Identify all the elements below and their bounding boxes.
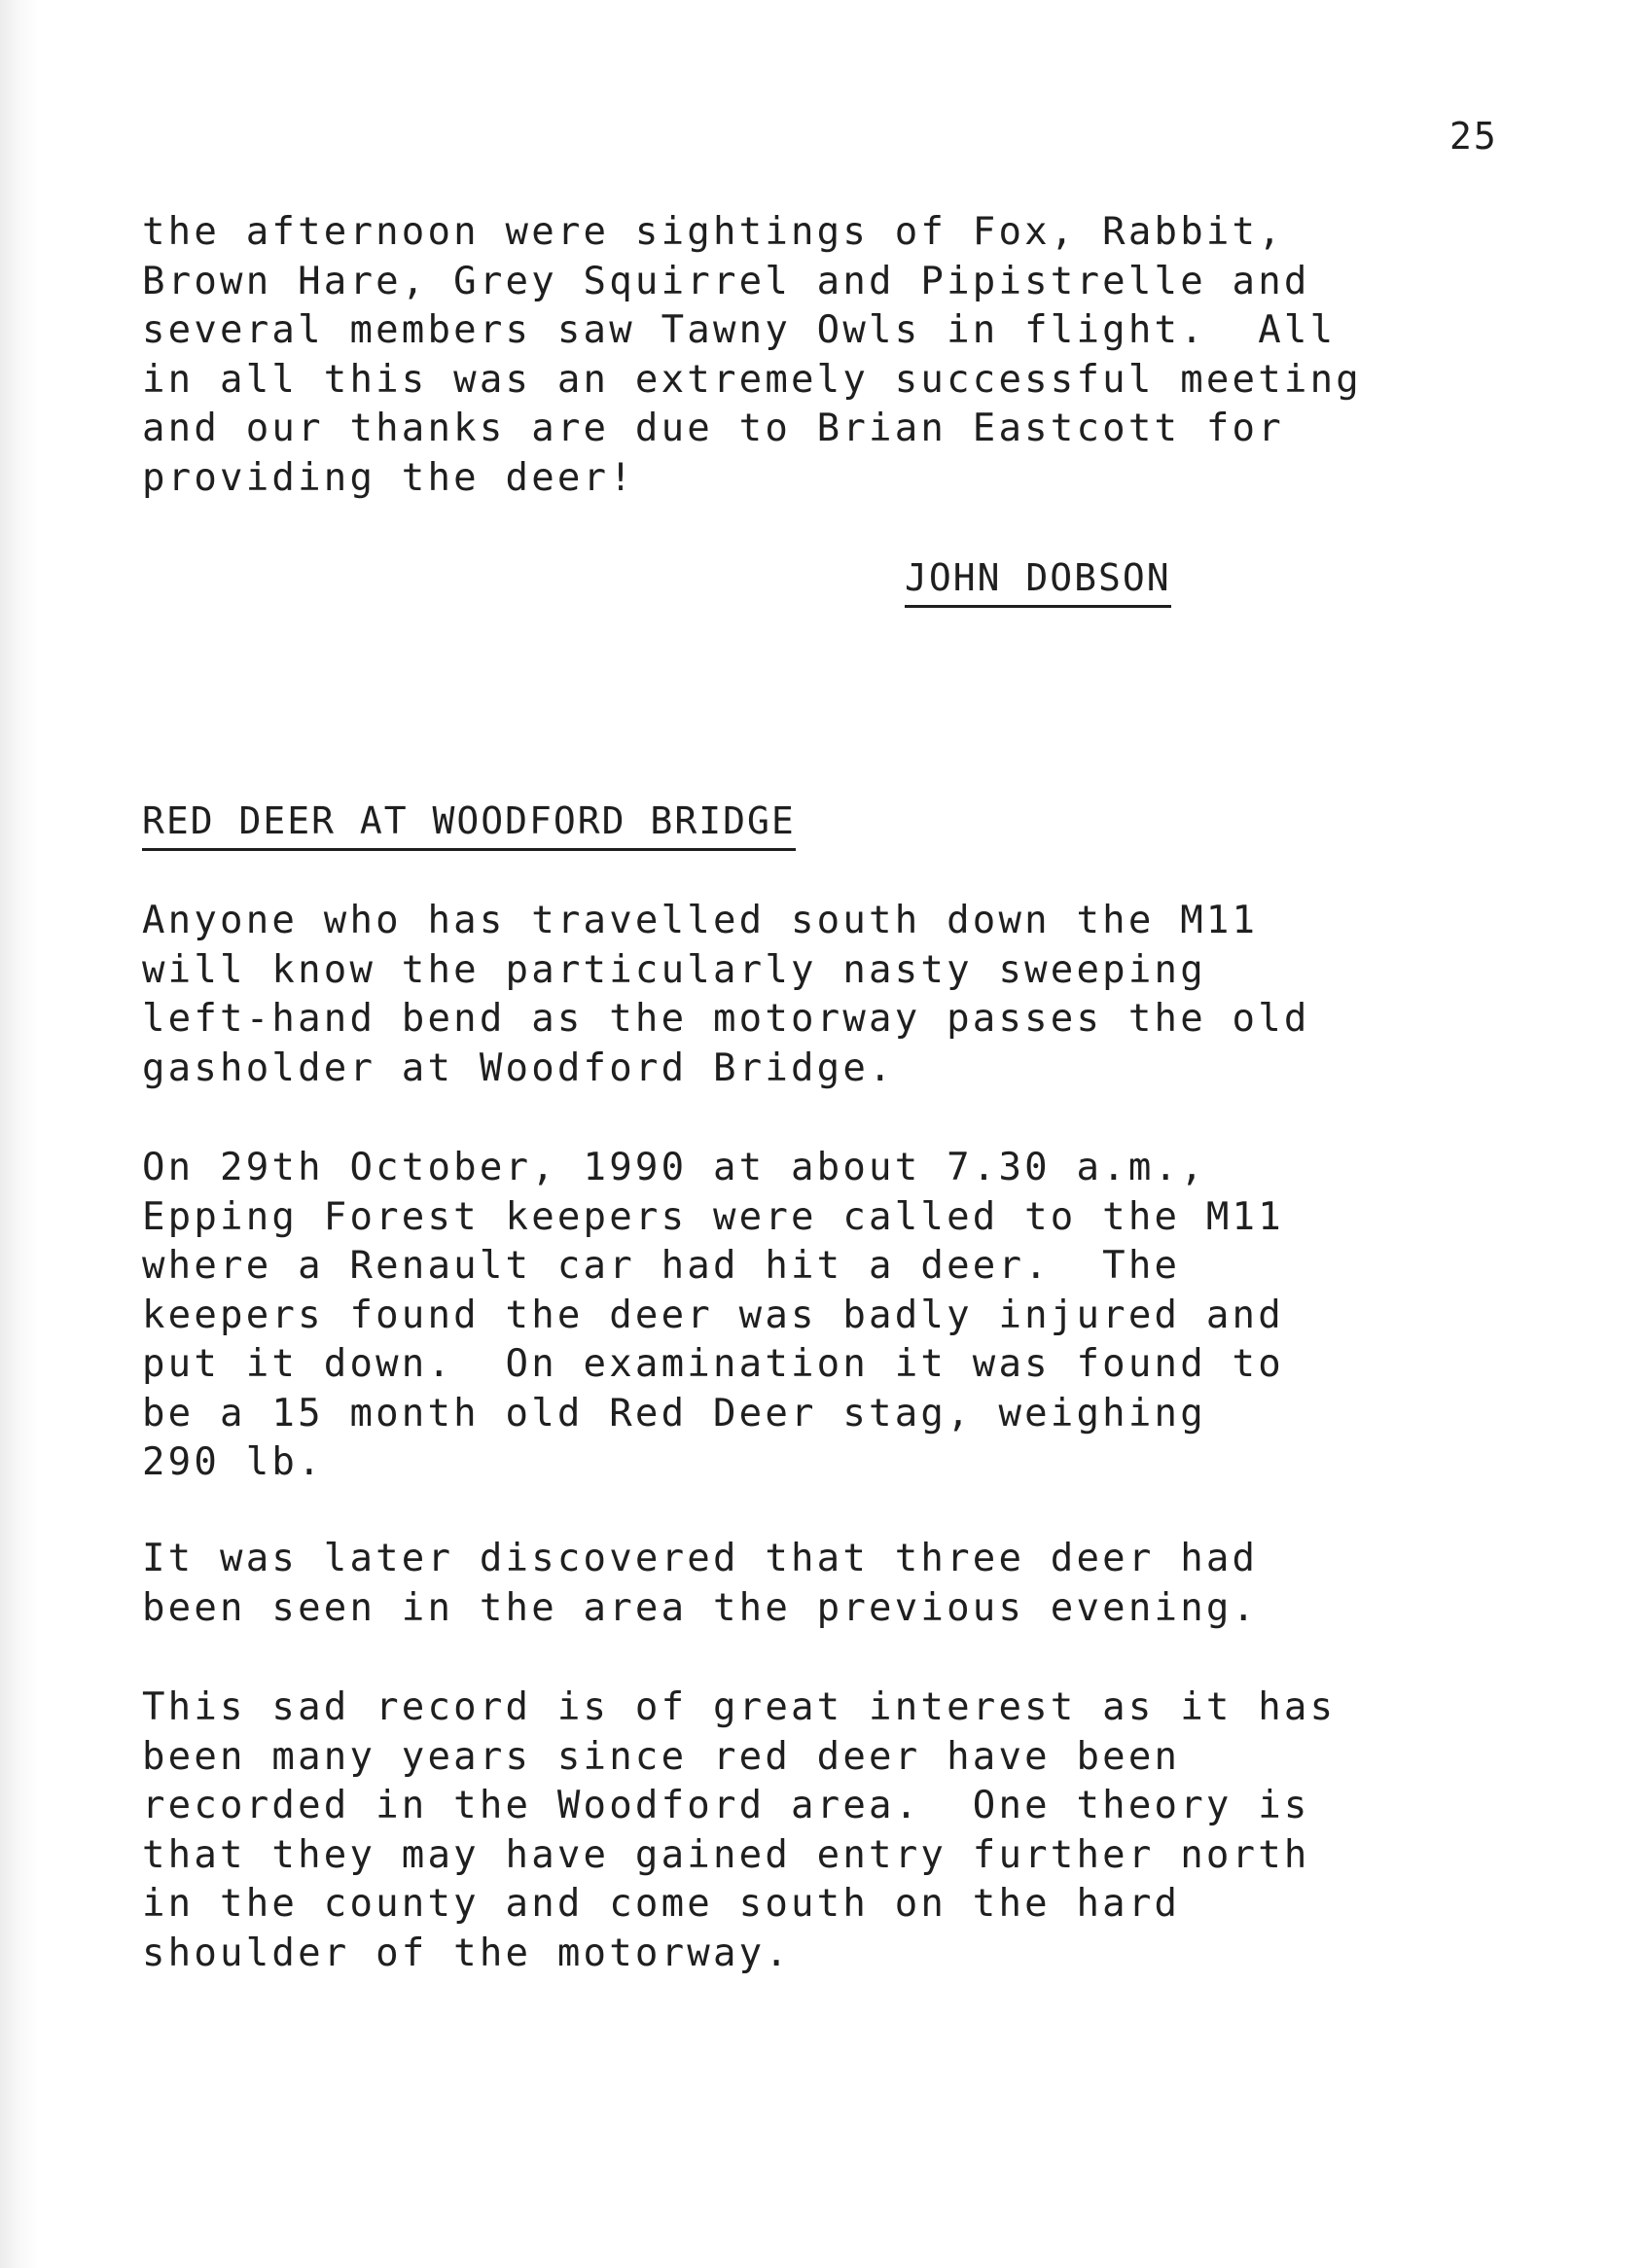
text-line: left-hand bend as the motorway passes the old bbox=[142, 997, 1310, 1041]
text-line: It was later discovered that three deer had bbox=[142, 1537, 1259, 1580]
text-line: the afternoon were sightings of Fox, Rabbit, bbox=[142, 210, 1284, 254]
page-number: 25 bbox=[1449, 115, 1498, 158]
article-paragraph-4 bbox=[142, 1683, 1336, 1978]
text-line: be a 15 month old Red Deer stag, weighing bbox=[142, 1391, 1206, 1435]
text-line: Brown Hare, Grey Squirrel and Pipistrelle and bbox=[142, 259, 1310, 303]
author-signature: JOHN DOBSON bbox=[905, 556, 1171, 608]
text-line: keepers found the deer was badly injured and bbox=[142, 1293, 1284, 1337]
text-line: recorded in the Woodford area. One theory is bbox=[142, 1784, 1310, 1827]
text-line: providing the deer! bbox=[142, 455, 635, 500]
text-line: put it down. On examination it was found to bbox=[142, 1342, 1284, 1386]
article-paragraph-1 bbox=[142, 897, 1310, 1093]
text-line: been many years since red deer have been bbox=[142, 1734, 1181, 1779]
opening-paragraph bbox=[142, 208, 1362, 503]
article-heading: RED DEER AT WOODFORD BRIDGE bbox=[142, 799, 796, 851]
text-line: This sad record is of great interest as it has bbox=[142, 1685, 1337, 1729]
text-line: where a Renault car had hit a deer. The bbox=[142, 1244, 1181, 1288]
text-line: 290 lb. bbox=[142, 1440, 324, 1484]
text-line: several members saw Tawny Owls in flight. All bbox=[142, 308, 1337, 352]
article-paragraph-3 bbox=[142, 1535, 1258, 1633]
text-line: will know the particularly nasty sweeping bbox=[142, 947, 1206, 992]
text-line: been seen in the area the previous evening. bbox=[142, 1585, 1259, 1630]
text-line: On 29th October, 1990 at about 7.30 a.m., bbox=[142, 1146, 1206, 1189]
text-line: and our thanks are due to Brian Eastcott for bbox=[142, 407, 1284, 450]
text-line: Anyone who has travelled south down the M11 bbox=[142, 899, 1259, 942]
text-line: shoulder of the motorway. bbox=[142, 1931, 791, 1975]
text-line: Epping Forest keepers were called to the M11 bbox=[142, 1194, 1284, 1239]
text-line: gasholder at Woodford Bridge. bbox=[142, 1045, 895, 1090]
text-line: in all this was an extremely successful meeting bbox=[142, 357, 1362, 402]
article-paragraph-2 bbox=[142, 1144, 1284, 1488]
text-line: in the county and come south on the hard bbox=[142, 1882, 1181, 1926]
text-line: that they may have gained entry further north bbox=[142, 1832, 1310, 1877]
